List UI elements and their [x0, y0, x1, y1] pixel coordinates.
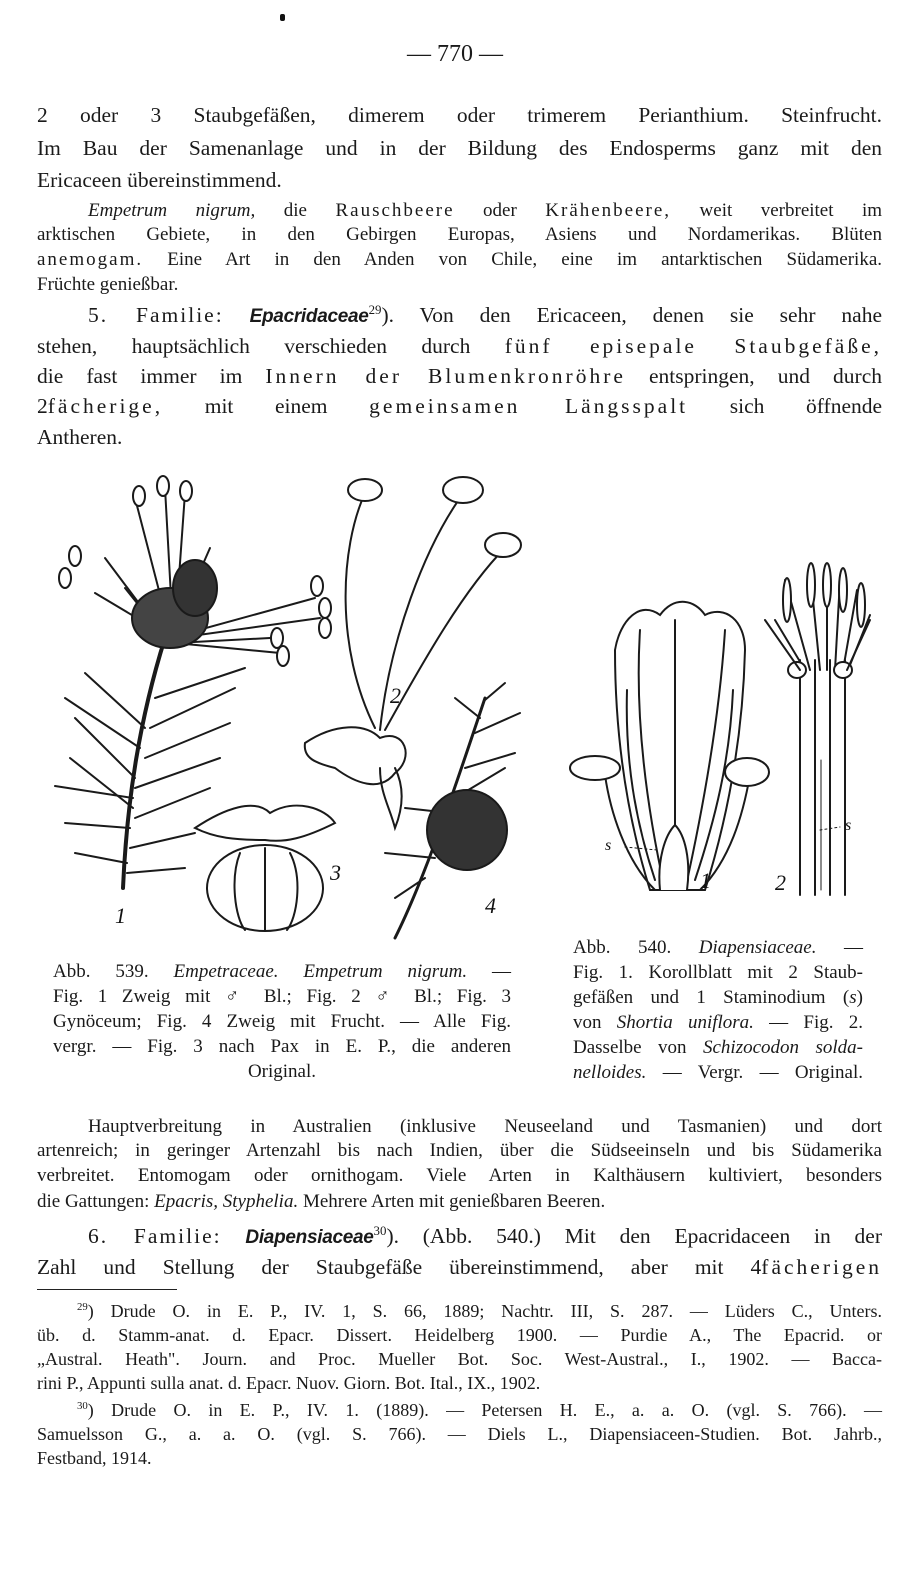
cap540-line: nelloides. — Vergr. — Original.: [573, 1062, 863, 1083]
footnote-ref: 29: [368, 302, 382, 317]
cap540-line: Fig. 1. Korollblatt mit 2 Staub-: [573, 962, 863, 983]
footnote30-line2: Samuelsson G., a. a. O. (vgl. S. 766). — Diels L., Diapensiaceen-Studien. Bot. Jahrb.,: [37, 1424, 882, 1444]
family5-line1: 5. Familie: Epacridaceae$^{29}$). Von den Ericaceen, denen sie sehr nahe: [88, 302, 882, 327]
family6-line1: 6. Familie: Diapensiaceae$^{30}$). (Abb. 540.) Mit den Epacridaceen in der: [88, 1223, 882, 1248]
fig540-label-s2: s: [845, 817, 852, 834]
footnote30-line1: $^{30}$) Drude O. in E. P., IV. 1. (1889). — Petersen H. E., a. a. O. (vgl. S. 766). —: [77, 1400, 882, 1420]
para1-line1: 2 oder 3 Staubgefäßen, dimerem oder trimerem Perianthium. Steinfrucht.: [37, 103, 882, 127]
family5-line5: Antheren.: [37, 425, 123, 449]
footnote29-line3: „Austral. Heath". Journ. and Proc. Mueller Bot. Soc. West-Austral., I., 1902. — Bacca-: [37, 1349, 882, 1369]
para2-line2: arktischen Gebiete, in den Gebirgen Europas, Asiens und Nordamerikas. Blüten: [37, 224, 882, 245]
para3-line2: artenreich; in geringer Artenzahl bis nach Indien, über die Südseeinseln und bis Südamerika: [37, 1140, 882, 1161]
species-name: Empetrum nigrum,: [88, 200, 256, 221]
fig540-label-s1: s: [605, 837, 612, 854]
figure-539-empetrum-illustration: [35, 468, 540, 953]
para3-line4: die Gattungen: Epacris, Styphelia. Mehrere Arten mit genießbaren Beeren.: [37, 1191, 606, 1212]
family5-line3: die fast immer im Innern der Blumenkronröhre entspringen, und durch: [37, 364, 882, 388]
fig539-label-1: 1: [115, 903, 126, 928]
footnote29-line4: rini P., Appunti sulla anat. d. Epacr. Nuov. Giorn. Bot. Ital., IX., 1902.: [37, 1373, 541, 1393]
para2-line4: Früchte genießbar.: [37, 274, 179, 295]
fig540-label-1: 1: [700, 868, 711, 893]
cap539-line: vergr. — Fig. 3 nach Pax in E. P., die anderen: [53, 1036, 511, 1057]
fig539-label-4: 4: [485, 893, 496, 918]
cap539-line: Original.: [247, 1061, 317, 1082]
para2-line3: anemogam. Eine Art in den Anden von Chile, eine im antarktischen Südamerika.: [37, 249, 883, 270]
cap539-line: Fig. 1 Zweig mit ♂ Bl.; Fig. 2 ♂ Bl.; Fig. 3: [53, 986, 511, 1007]
cap540-line: von Shortia uniflora. — Fig. 2.: [573, 1012, 864, 1033]
footnote-separator: [37, 1289, 177, 1290]
para3-line3: verbreitet. Entomogam oder ornithogam. Viele Arten in Kalthäusern kultiviert, besonders: [37, 1165, 882, 1186]
ink-speck: [280, 14, 285, 21]
fig540-label-2: 2: [775, 870, 786, 895]
family6-line2: Zahl und Stellung der Staubgefäße übereinstimmend, aber mit 4fächerigen: [37, 1255, 882, 1279]
cap540-line: gefäßen und 1 Staminodium (s): [573, 987, 863, 1008]
family-name: Epacridaceae: [249, 306, 369, 327]
footnote-ref: 30: [373, 1223, 387, 1238]
page-number: — 770 —: [407, 41, 503, 67]
para1-line3: Ericaceen übereinstimmend.: [37, 168, 282, 192]
para3-line1: Hauptverbreitung in Australien (inklusive Neuseeland und Tasmanien) und dort: [88, 1116, 882, 1137]
cap539-line: Gynöceum; Fig. 4 Zweig mit Frucht. — Alle Fig.: [53, 1011, 511, 1032]
footnote29-line2: üb. d. Stamm-anat. d. Epacr. Dissert. Heidelberg 1900. — Purdie A., The Epacrid. or: [37, 1325, 882, 1345]
cap540-line: Dasselbe von Schizocodon solda-: [573, 1037, 863, 1058]
fig539-label-2: 2: [390, 683, 401, 708]
figure-540-diapensiaceae-illustration: [565, 560, 880, 900]
family5-line4: 2fächerige, mit einem gemeinsamen Längsspalt sich öffnende: [37, 394, 883, 418]
para2-line1: Empetrum nigrum, die Rauschbeere oder Krähenbeere, weit verbreitet im: [88, 200, 883, 221]
fig539-label-3: 3: [330, 860, 341, 885]
family5-line2: stehen, hauptsächlich verschieden durch fünf episepale Staubgefäße,: [37, 334, 882, 358]
cap540-line: Abb. 540. Diapensiaceae. —: [573, 937, 863, 958]
para1-line2: Im Bau der Samenanlage und in der Bildung des Endosperms ganz mit den: [37, 136, 882, 160]
cap539-line: Abb. 539. Empetraceae. Empetrum nigrum. —: [53, 961, 511, 982]
family-name: Diapensiaceae: [245, 1227, 374, 1248]
footnote30-line3: Festband, 1914.: [37, 1448, 152, 1468]
footnote29-line1: $^{29}$) Drude O. in E. P., IV. 1, S. 66, 1889; Nachtr. III, S. 287. — Lüders C., Unters.: [77, 1301, 882, 1321]
